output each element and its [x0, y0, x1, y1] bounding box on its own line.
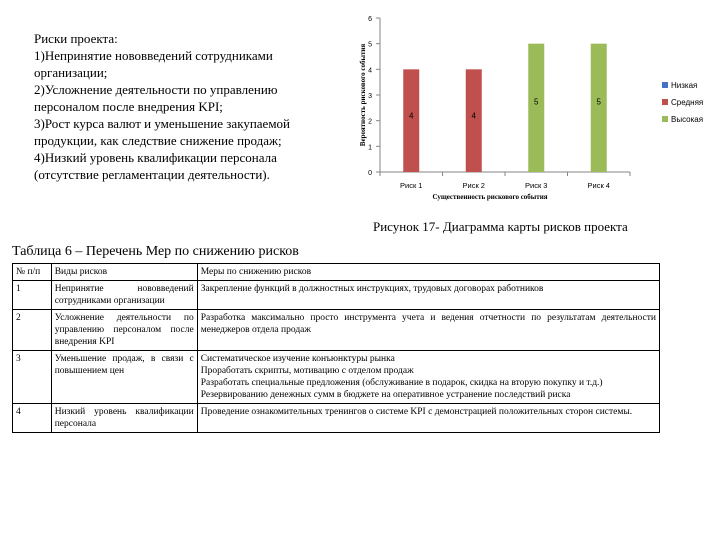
- risk-line-1: 1)Непринятие нововведений сотрудниками организации;: [34, 48, 273, 80]
- row-risk: Низкий уровень квалификации персонала: [51, 404, 197, 433]
- risks-title: Риски проекта:: [34, 31, 118, 46]
- table-header-row: [13, 264, 660, 281]
- row-risk: Непринятие нововведений сотрудниками организации: [51, 281, 197, 310]
- row-num: 3: [13, 351, 52, 404]
- risk-measures-table: [12, 263, 660, 433]
- x-tick-label: Риск 4: [587, 181, 610, 190]
- row-num: 1: [13, 281, 52, 310]
- risk-line-3: 3)Рост курса валют и уменьшение закупаемой продукции, как следствие снижение продаж;: [34, 116, 291, 148]
- bar-1: [403, 69, 419, 172]
- legend-swatch-3: [662, 116, 668, 122]
- bar-3: [528, 44, 544, 172]
- measure-line: Резервированию денежных сумм в бюджете на оперативное устранение последствий риска: [200, 390, 571, 400]
- table-row: [13, 281, 660, 310]
- row-measures: [197, 351, 659, 404]
- y-tick-label: 4: [368, 67, 372, 75]
- x-tick-label: Риск 1: [400, 181, 423, 190]
- figure-caption: Рисунок 17- Диаграмма карты рисков проекта: [373, 219, 628, 234]
- y-tick-label: 0: [368, 170, 372, 177]
- row-risk: Уменьшение продаж, в связи с повышением цен: [51, 351, 197, 404]
- x-tick-label: Риск 3: [525, 181, 548, 190]
- data-label: 4: [409, 111, 414, 121]
- row-measures: [197, 404, 659, 433]
- table-title: Таблица 6 – Перечень Мер по снижению рисков: [12, 244, 299, 259]
- measure-line: Разработать специальные предложения (обслуживание в подарок, скидка на вторую покупку и т.д.): [200, 378, 603, 388]
- x-tick-label: Риск 2: [462, 181, 485, 190]
- measure-line: Закрепление функций в должностных инструкциях, трудовых договорах работников: [200, 284, 544, 294]
- row-num: 2: [13, 310, 52, 351]
- measure-line: Проработать скрипты, мотивацию с отделом продаж: [200, 366, 414, 376]
- risk-line-2: 2)Усложнение деятельности по управлению персоналом после внедрения KPI;: [34, 82, 278, 114]
- row-risk: Усложнение деятельности по управлению персоналом после внедрения KPI: [51, 310, 197, 351]
- data-label: 4: [471, 111, 476, 121]
- row-num: 4: [13, 404, 52, 433]
- y-tick-label: 6: [368, 16, 372, 23]
- data-label: 5: [596, 97, 601, 107]
- header-num: № п/п: [13, 264, 52, 281]
- measure-line: Проведение ознакомительных тренингов о системе KPI с демонстрацией положительных сторон системы.: [200, 407, 633, 417]
- legend-label-1: Низкая: [671, 81, 698, 90]
- row-measures: [197, 310, 659, 351]
- legend-swatch-1: [662, 82, 668, 88]
- project-risks-text: [34, 30, 324, 183]
- legend-label-2: Средняя: [671, 98, 704, 107]
- y-tick-label: 5: [368, 41, 372, 49]
- bar-2: [466, 69, 482, 172]
- header-risk: Виды рисков: [51, 264, 197, 281]
- y-tick-label: 3: [368, 93, 372, 100]
- x-axis-label: Существенность рискового события: [432, 193, 548, 201]
- data-label: 5: [534, 97, 539, 107]
- risk-map-chart-svg: [340, 0, 720, 215]
- header-measures: Меры по снижению рисков: [197, 264, 659, 281]
- y-axis-label: Вероятность рискового события: [359, 43, 367, 147]
- risk-map-chart: [340, 0, 720, 215]
- bar-4: [591, 44, 607, 172]
- row-measures: [197, 281, 659, 310]
- y-tick-label: 1: [368, 144, 372, 152]
- risk-line-4: 4)Низкий уровень квалификации персонала (отсутствие регламентации деятельности).: [34, 150, 277, 182]
- table-row: [13, 310, 660, 351]
- y-tick-label: 2: [368, 118, 372, 126]
- table-row: [13, 404, 660, 433]
- table-row: [13, 351, 660, 404]
- legend-label-3: Высокая: [671, 115, 704, 124]
- legend-swatch-2: [662, 99, 668, 105]
- measure-line: Разработка максимально просто инструмента учета и ведения отчетности по результатам деятельности менеджеров отдела продаж: [200, 313, 656, 335]
- measure-line: Систематическое изучение конъюнктуры рынка: [200, 354, 395, 364]
